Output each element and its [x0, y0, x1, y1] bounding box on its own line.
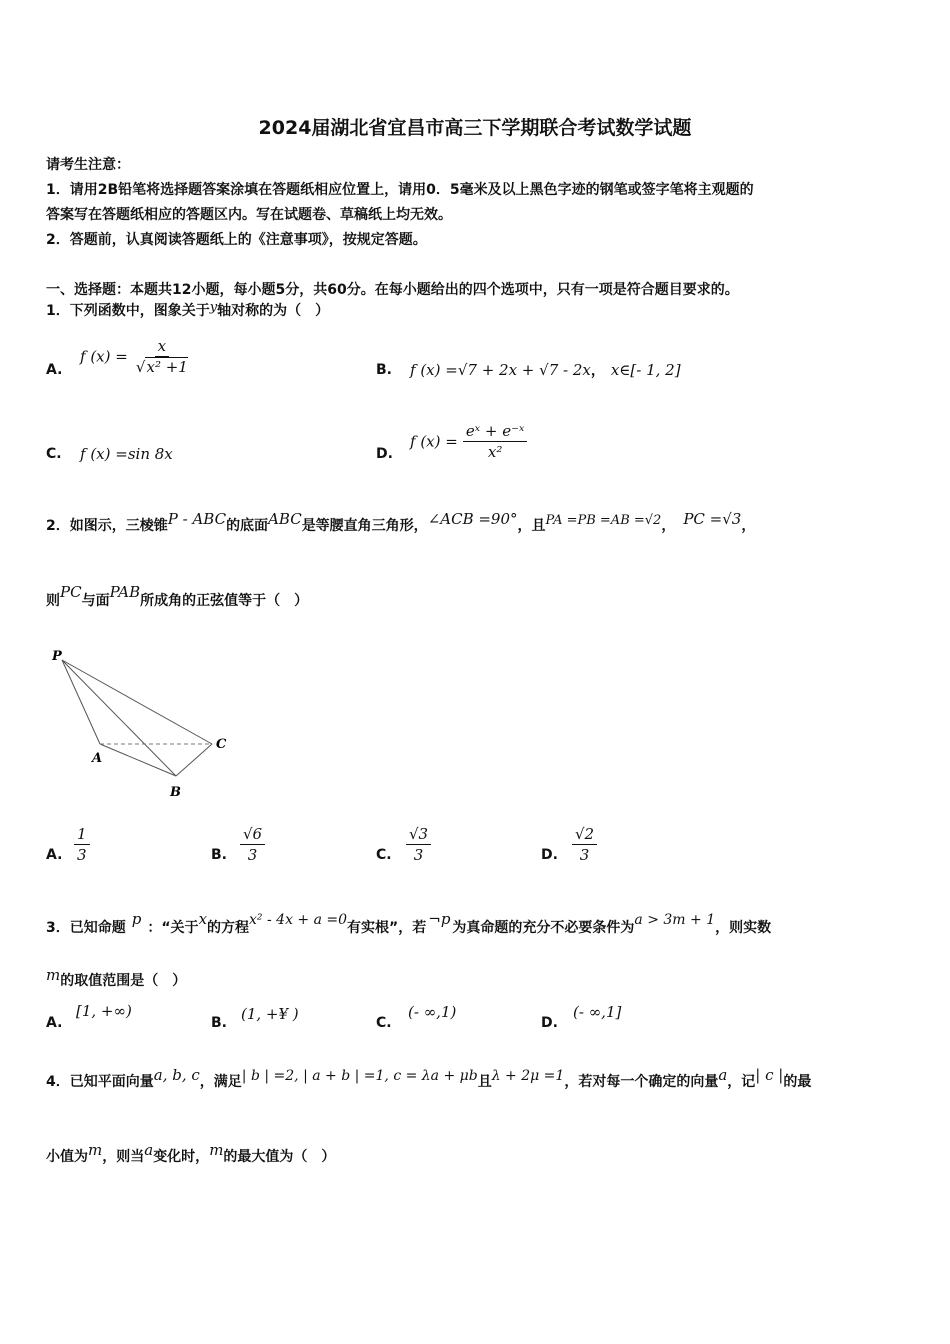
q1-option-a: [80, 337, 191, 376]
vertex-p-label: P: [52, 649, 62, 664]
q3-option-b: (1, +¥ ): [241, 1005, 299, 1023]
q2-b-den: 3: [247, 846, 258, 864]
q4-text-3: 且: [477, 1074, 492, 1090]
q3-stem-line-2: [46, 966, 186, 990]
q2-c-den: 3: [413, 846, 424, 864]
q4-text-2: ，满足: [199, 1074, 242, 1090]
q3-option-c: (- ∞,1): [408, 1003, 457, 1021]
q1-option-d-label: D.: [376, 446, 393, 462]
q4-l2-text-d: 的最大值为（ ）: [223, 1149, 336, 1165]
q3-option-d-label: D.: [541, 1015, 558, 1031]
notice-line-2: 答案写在答题纸相应的答题区内。写在试题卷、草稿纸上均无效。: [46, 207, 452, 223]
q2-c-num: √3: [406, 825, 431, 845]
q4-l2-text-b: ，则当: [102, 1149, 145, 1165]
q2-text-5: ，: [661, 518, 676, 534]
notice-heading: 请考生注意：: [46, 157, 130, 173]
q4-math-2: | b | =2, | a + b | =1, c = λa + μb: [241, 1068, 478, 1084]
q2-l2-text-c: 所成角的正弦值等于（ ）: [140, 593, 309, 609]
q3-math-5: a > 3m + 1: [634, 912, 716, 928]
q2-math-2: ABC: [268, 510, 302, 528]
q4-l2-math-3: m: [209, 1141, 224, 1159]
q4-l2-math-2: a: [144, 1141, 154, 1159]
q2-l2-math-2: PAB: [109, 583, 141, 601]
q1-a-fraction: [133, 337, 191, 376]
edge-pb: [62, 660, 176, 776]
q1-option-b-label: B.: [376, 362, 392, 378]
q3-text-1: 3．已知命题: [46, 920, 126, 936]
q2-l2-text-b: 与面: [81, 593, 110, 609]
q4-text-1: 4．已知平面向量: [46, 1074, 154, 1090]
q3-math-2: x: [198, 910, 208, 928]
q1-stem-text-a: 1．下列函数中，图象关于: [46, 303, 210, 319]
q3-l2-math: m: [46, 966, 61, 984]
q1-d-fraction: [463, 422, 527, 461]
q2-d-num: √2: [572, 825, 597, 845]
q3-text-2: ：“关于: [147, 920, 199, 936]
q1-d-numerator: eˣ + e⁻ˣ: [463, 422, 527, 442]
q1-c-expr: f (x) =sin 8x: [80, 445, 173, 463]
q2-a-den: 3: [77, 846, 87, 864]
q1-a-lhs: f (x) =: [80, 347, 128, 366]
q3-math-1: p: [131, 910, 142, 928]
notice-line-1: 1．请用2B铅笔将选择题答案涂填在答题纸相应位置上，请用0．5毫米及以上黑色字迹的钢笔或签字笔将主观题的: [46, 182, 754, 198]
q4-l2-text-c: 变化时，: [153, 1149, 210, 1165]
q3-math-3: x² - 4x + a =0: [249, 912, 348, 928]
q3-text-5: 为真命题的充分不必要条件为: [452, 920, 635, 936]
q1-b-expr: f (x) =√7 + 2x + √7 - 2x: [410, 361, 591, 379]
q4-l2-text-a: 小值为: [46, 1149, 88, 1165]
q1-a-numerator: x: [155, 337, 169, 357]
q3-option-d: (- ∞,1]: [573, 1003, 622, 1021]
q2-text-1: 2．如图示，三棱锥: [46, 518, 168, 534]
q1-a-denominator: √x² +1: [135, 358, 188, 376]
q2-stem-line-2: [46, 583, 308, 610]
q1-stem-text-b: 轴对称的为（ ）: [217, 303, 330, 319]
q2-option-c: [406, 825, 431, 864]
q2-a-num: 1: [74, 825, 90, 845]
q4-stem-line-1: [46, 1066, 811, 1091]
q2-option-b-label: B.: [211, 847, 227, 863]
q2-option-a-label: A.: [46, 847, 63, 863]
q1-option-c-label: C.: [46, 446, 62, 462]
q3-text-3: 的方程: [207, 920, 250, 936]
page-title: 2024届湖北省宜昌市高三下学期联合考试数学试题: [258, 117, 692, 139]
q3-text-4: 有实根”，若: [347, 920, 427, 936]
q4-math-1: a, b, c: [153, 1066, 200, 1084]
q1-stem: [46, 300, 329, 320]
edge-ab: [100, 744, 176, 776]
q1-b-sep: ，: [590, 363, 605, 379]
q2-stem-line-1: [46, 510, 755, 535]
vertex-b-label: B: [170, 785, 181, 800]
q2-option-b: [240, 825, 265, 864]
q2-l2-math-1: PC: [60, 583, 82, 601]
q2-option-a: [74, 825, 90, 864]
q3-option-c-label: C.: [376, 1015, 392, 1031]
q4-l2-math-1: m: [88, 1141, 103, 1159]
vertex-c-label: C: [216, 737, 227, 752]
q4-math-3: λ + 2μ =1: [491, 1068, 565, 1084]
q2-text-6: ，: [741, 518, 756, 534]
edge-pa: [62, 660, 100, 744]
q3-option-a-label: A.: [46, 1015, 63, 1031]
q1-b-domain: x∈[- 1, 2]: [610, 361, 681, 379]
q3-option-a: [1, +∞): [76, 1002, 132, 1020]
q1-option-d: [410, 422, 527, 461]
edge-pc: [62, 660, 212, 744]
q4-text-4: ，若对每一个确定的向量: [564, 1074, 719, 1090]
q4-stem-line-2: [46, 1141, 335, 1166]
q2-d-den: 3: [579, 846, 590, 864]
q2-text-2: 的底面: [226, 518, 269, 534]
q1-option-a-label: A.: [46, 362, 63, 378]
q4-math-4: a: [718, 1066, 728, 1084]
q3-math-4: ¬p: [428, 910, 451, 928]
q3-option-b-label: B.: [211, 1015, 227, 1031]
q4-text-6: 的最: [783, 1074, 812, 1090]
q2-text-4: ，且: [517, 518, 546, 534]
q1-a-den-radicand: x² +1: [146, 358, 188, 376]
q2-b-num: √6: [240, 825, 265, 845]
q2-option-d: [572, 825, 597, 864]
q1-d-lhs: f (x) =: [410, 432, 458, 451]
q3-l2-text: 的取值范围是（ ）: [60, 973, 187, 989]
q3-stem-line-1: [46, 910, 771, 937]
q2-math-1: P - ABC: [167, 510, 227, 528]
notice-line-3: 2．答题前，认真阅读答题纸上的《注意事项》，按规定答题。: [46, 232, 427, 248]
q2-math-5: PC =√3: [683, 510, 742, 528]
q1-d-denominator: x²: [487, 443, 503, 461]
q2-option-d-label: D.: [541, 847, 558, 863]
q4-text-5: ，记: [727, 1074, 756, 1090]
q4-math-5: | c |: [755, 1066, 784, 1084]
edge-bc: [176, 744, 212, 776]
vertex-a-label: A: [92, 751, 103, 766]
q1-option-b: [410, 360, 681, 380]
q2-option-c-label: C.: [376, 847, 392, 863]
q2-text-3: 是等腰直角三角形，: [301, 518, 428, 534]
q3-text-6: ，则实数: [715, 920, 772, 936]
q1-stem-var: y: [209, 300, 218, 315]
q2-figure: [40, 640, 250, 810]
q2-math-4: PA =PB =AB =√2: [545, 513, 662, 528]
section-heading: 一、选择题：本题共12小题，每小题5分，共60分。在每小题给出的四个选项中，只有一项是符合题目要求的。: [46, 282, 739, 298]
q2-l2-text-a: 则: [46, 593, 60, 609]
q2-math-3: ∠ACB =90°: [427, 510, 518, 528]
